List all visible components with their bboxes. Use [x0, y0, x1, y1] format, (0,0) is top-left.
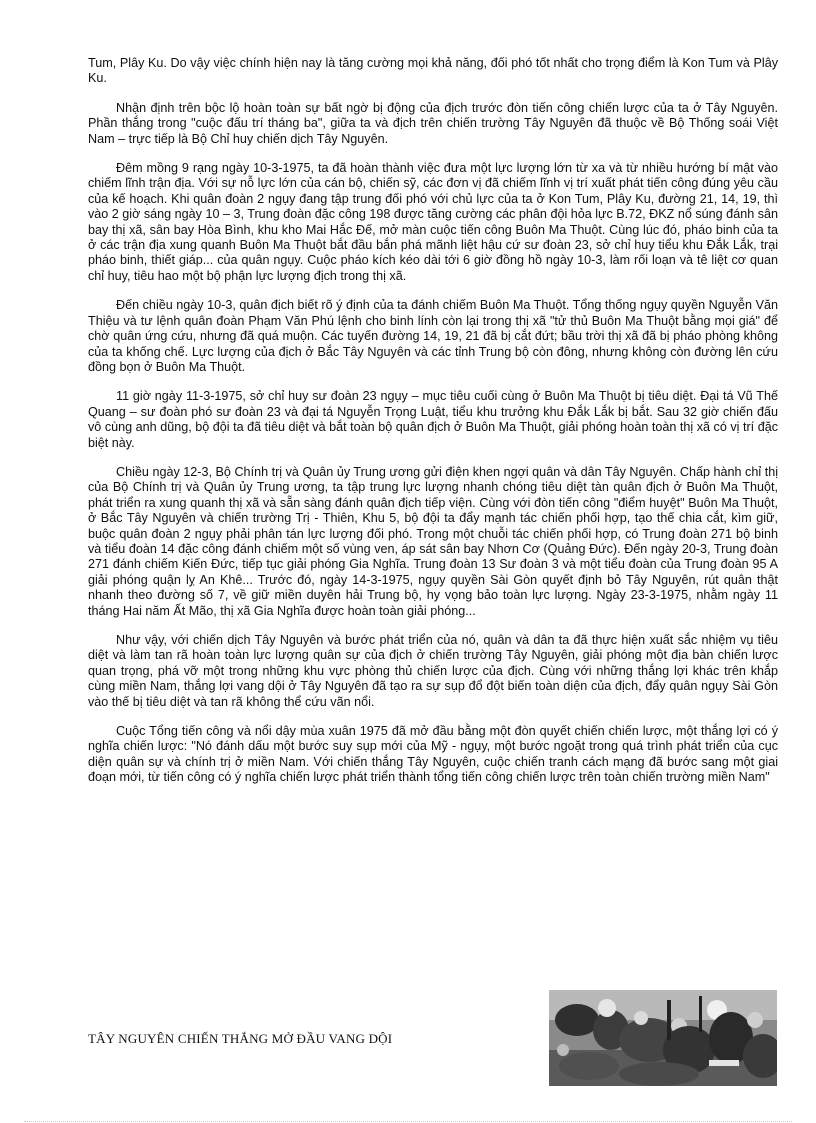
page-bottom-rule	[24, 1121, 792, 1122]
photo-illustration	[549, 990, 777, 1086]
paragraph: Tum, Plây Ku. Do vậy việc chính hiện nay là tăng cường mọi khả năng, đối phó tốt nhất cho trọng điểm là Kon Tum và Plây Ku.	[88, 56, 778, 86]
paragraph: Cuộc Tổng tiến công và nổi dậy mùa xuân 1975 đã mở đầu bằng một đòn quyết chiến chiến lược, một thắng lợi có ý nghĩa chiến lược: "Nó đánh dấu một bước suy sụp mới của Mỹ - ngụy, một bước ngoặt trong quá trình phát triển của cục diện quân sự và chính trị ở miền Nam. Với chiến thắng Tây Nguyên, cuộc chiến tranh cách mạng đã bước sang một giai đoạn mới, từ tiến công có ý nghĩa chiến lược phát triển thành tổng tiến công chiến lược trên toàn chiến trường miền Nam"	[88, 724, 778, 785]
paragraph: 11 giờ ngày 11-3-1975, sở chỉ huy sư đoàn 23 ngụy – mục tiêu cuối cùng ở Buôn Ma Thuột bị tiêu diệt. Đại tá Vũ Thế Quang – sư đoàn phó sư đoàn 23 và đại tá Nguyễn Trọng Luật, tiểu khu trưởng khu Đắk Lắk bị bắt. Sau 32 giờ chiến đấu vô cùng anh dũng, bộ đội ta đã tiêu diệt và bắt toàn bộ quân địch ở Buôn Ma Thuột, giải phóng hoàn toàn thị xã có vị trí đặc biệt này.	[88, 389, 778, 450]
article-body	[88, 56, 778, 800]
paragraph: Đến chiều ngày 10-3, quân địch biết rõ ý định của ta đánh chiếm Buôn Ma Thuột. Tổng thống ngụy quyền Nguyễn Văn Thiệu và tư lệnh quân đoàn Phạm Văn Phú lệnh cho binh lính còn lại trong thị xã "tử thủ Buôn Ma Thuột bằng mọi giá" để chờ quân ứng cứu, nhưng đã quá muộn. Các tuyến đường 14, 19, 21 đã bị cắt đứt; bầu trời thị xã đã bị pháo phòng không của ta khống chế. Lực lượng của địch ở Bắc Tây Nguyên và các tỉnh Trung bộ còn đông, nhưng không còn đường lên cứu đồng bọn ở Buôn Ma Thuột.	[88, 298, 778, 374]
photo-caption: TÂY NGUYÊN CHIẾN THẮNG MỞ ĐẦU VANG DỘI	[88, 1031, 393, 1046]
paragraph: Như vậy, với chiến dịch Tây Nguyên và bước phát triển của nó, quân và dân ta đã thực hiện xuất sắc nhiệm vụ tiêu diệt và làm tan rã hoàn toàn lực lượng quân sự của địch ở chiến trường Tây Nguyên, giải phóng một địa bàn chiến lược quan trọng, phá vỡ một trong những khu vực phòng thủ chiến lược của địch. Cùng với những thắng lợi khác trên khắp cùng miền Nam, thắng lợi vang dội ở Tây Nguyên đã tạo ra sự sụp đổ đột biến toàn diện của địch, đẩy quân ngụy Sài Gòn vào thế bị tiêu diệt và tan rã không thể cứu vãn nổi.	[88, 633, 778, 709]
historical-photo	[549, 990, 777, 1086]
paragraph: Nhận định trên bộc lộ hoàn toàn sự bất ngờ bị động của địch trước đòn tiến công chiến lược của ta ở Tây Nguyên. Phần thắng trong "cuộc đấu trí tháng ba", giữa ta và địch trên chiến trường Tây Nguyên đã thuộc về Bộ Thống soái Việt Nam – trực tiếp là Bộ Chỉ huy chiến dịch Tây Nguyên.	[88, 100, 778, 146]
paragraph: Đêm mồng 9 rạng ngày 10-3-1975, ta đã hoàn thành việc đưa một lực lượng lớn từ xa và từ nhiều hướng bí mật vào chiếm lĩnh trận địa. Với sự nỗ lực lớn của cán bộ, chiến sỹ, các đơn vị đã chiếm lĩnh vị trí xuất phát tiến công đúng yêu cầu của kế hoạch. Khi quân đoàn 2 ngụy đang tập trung đối phó với chủ lực của ta ở Kon Tum, Plây Ku, đường 21, 14, 19, thì vào 2 giờ sáng ngày 10 – 3, Trung đoàn đặc công 198 được tăng cường các phân đội hỏa lực B.72, ĐKZ nổ súng đánh sân bay thị xã, sân bay Hòa Bình, khu kho Mai Hắc Đế, mở màn cuộc tiến công Buôn Ma Thuột. Cùng lúc đó, pháo binh của ta ở các trận địa xung quanh Buôn Ma Thuột bắt đầu bắn phá mãnh liệt hậu cứ sư đoàn 23, sở chỉ huy tiểu khu Đắk Lắk, trại pháo binh, thiết giáp... của quân ngụy. Cuộc pháo kích kéo dài tới 6 giờ đồng hồ ngày 10-3, làm rối loạn và tê liệt cơ quan chỉ huy, tiêu hao một bộ phận lực lượng địch trong thị xã.	[88, 161, 779, 283]
paragraph: Chiều ngày 12-3, Bộ Chính trị và Quân ủy Trung ương gửi điện khen ngợi quân và dân Tây Nguyên. Chấp hành chỉ thị của Bộ Chính trị và Quân ủy Trung ương, ta tập trung lực lượng nhanh chóng tiêu diệt tàn quân địch ở Buôn Ma Thuột, phát triển ra xung quanh thị xã và sẵn sàng đánh quân địch tiếp viện. Cùng với đòn tiến công "điểm huyệt" Buôn Ma Thuột, ở Bắc Tây Nguyên và chiến trường Trị - Thiên, Khu 5, bộ đội ta đẩy mạnh tác chiến phối hợp, tạo thế chia cắt, kìm giữ, buộc quân đoàn 2 ngụy phải phân tán lực lượng đối phó. Trong một chuỗi tác chiến phối hợp, có Trung đoàn 271 bộ binh và tiểu đoàn 14 đặc công đánh chiếm một số vùng ven, áp sát sân bay Nhơn Cơ (Quảng Đức). Đến ngày 20-3, Trung đoàn 271 đánh chiếm Kiến Đức, tiếp tục giải phóng Gia Nghĩa. Trung đoàn 13 Sư đoàn 3 và một tiểu đoàn của Trung đoàn 95 A giải phóng quận lỵ An Khê... Trước đó, ngày 14-3-1975, ngụy quyền Sài Gòn quyết định bỏ Tây Nguyên, rút quân thật nhanh theo đường số 7, về giữ miền duyên hải Trung bộ, hy vọng bảo toàn lực lượng. Ngày 23-3-1975, nhằm ngày 11 tháng Hai năm Ất Mão, thị xã Gia Nghĩa được hoàn toàn giải phóng...	[88, 464, 778, 618]
